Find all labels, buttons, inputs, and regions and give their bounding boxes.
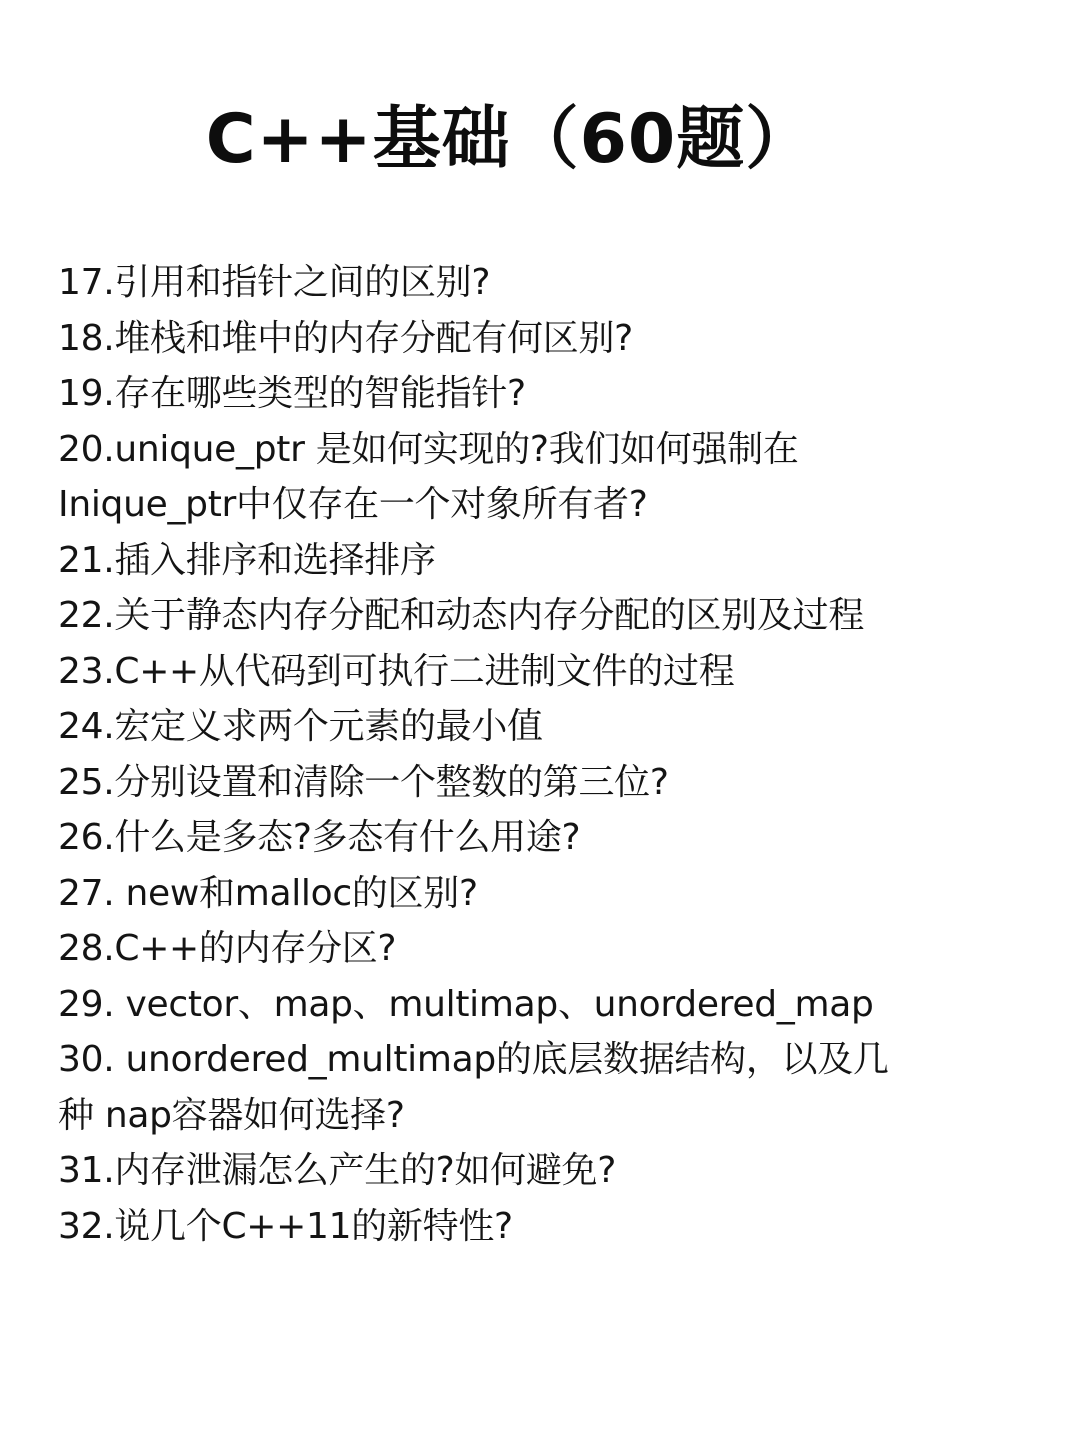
question-line-28: 28.C++的内存分区?	[58, 928, 397, 969]
question-line-18: 18.堆栈和堆中的内存分配有何区别?	[58, 317, 633, 359]
question-line-32: 32.说几个C++11的新特性?	[58, 1205, 513, 1247]
question-line-24: 24.宏定义求两个元素的最小值	[58, 706, 543, 747]
question-list	[58, 255, 1018, 1254]
question-line-26: 26.什么是多态?多态有什么用途?	[58, 817, 581, 858]
question-line-29: 29. vector、map、multimap、unordered_map	[58, 983, 874, 1025]
question-line-25: 25.分别设置和清除一个整数的第三位?	[58, 761, 669, 803]
question-line-21: 21.插入排序和选择排序	[58, 539, 436, 581]
question-line-27: 27. new和malloc的区别?	[58, 872, 478, 914]
page-title: C++基础（60题）	[205, 100, 815, 179]
question-line-30-continued: 种 nap容器如何选择?	[58, 1094, 405, 1136]
question-line-31: 31.内存泄漏怎么产生的?如何避免?	[58, 1150, 617, 1191]
question-line-23: 23.C++从代码到可执行二进制文件的过程	[58, 650, 735, 692]
question-line-22: 22.关于静态内存分配和动态内存分配的区别及过程	[58, 595, 865, 636]
question-line-20-continued: Inique_ptr中仅存在一个对象所有者?	[58, 484, 648, 525]
question-line-17: 17.引用和指针之间的区别?	[58, 262, 491, 303]
question-line-19: 19.存在哪些类型的智能指针?	[58, 373, 526, 414]
question-line-20: 20.unique_ptr 是如何实现的?我们如何强制在	[58, 428, 799, 470]
question-line-30: 30. unordered_multimap的底层数据结构，以及几	[58, 1039, 889, 1080]
